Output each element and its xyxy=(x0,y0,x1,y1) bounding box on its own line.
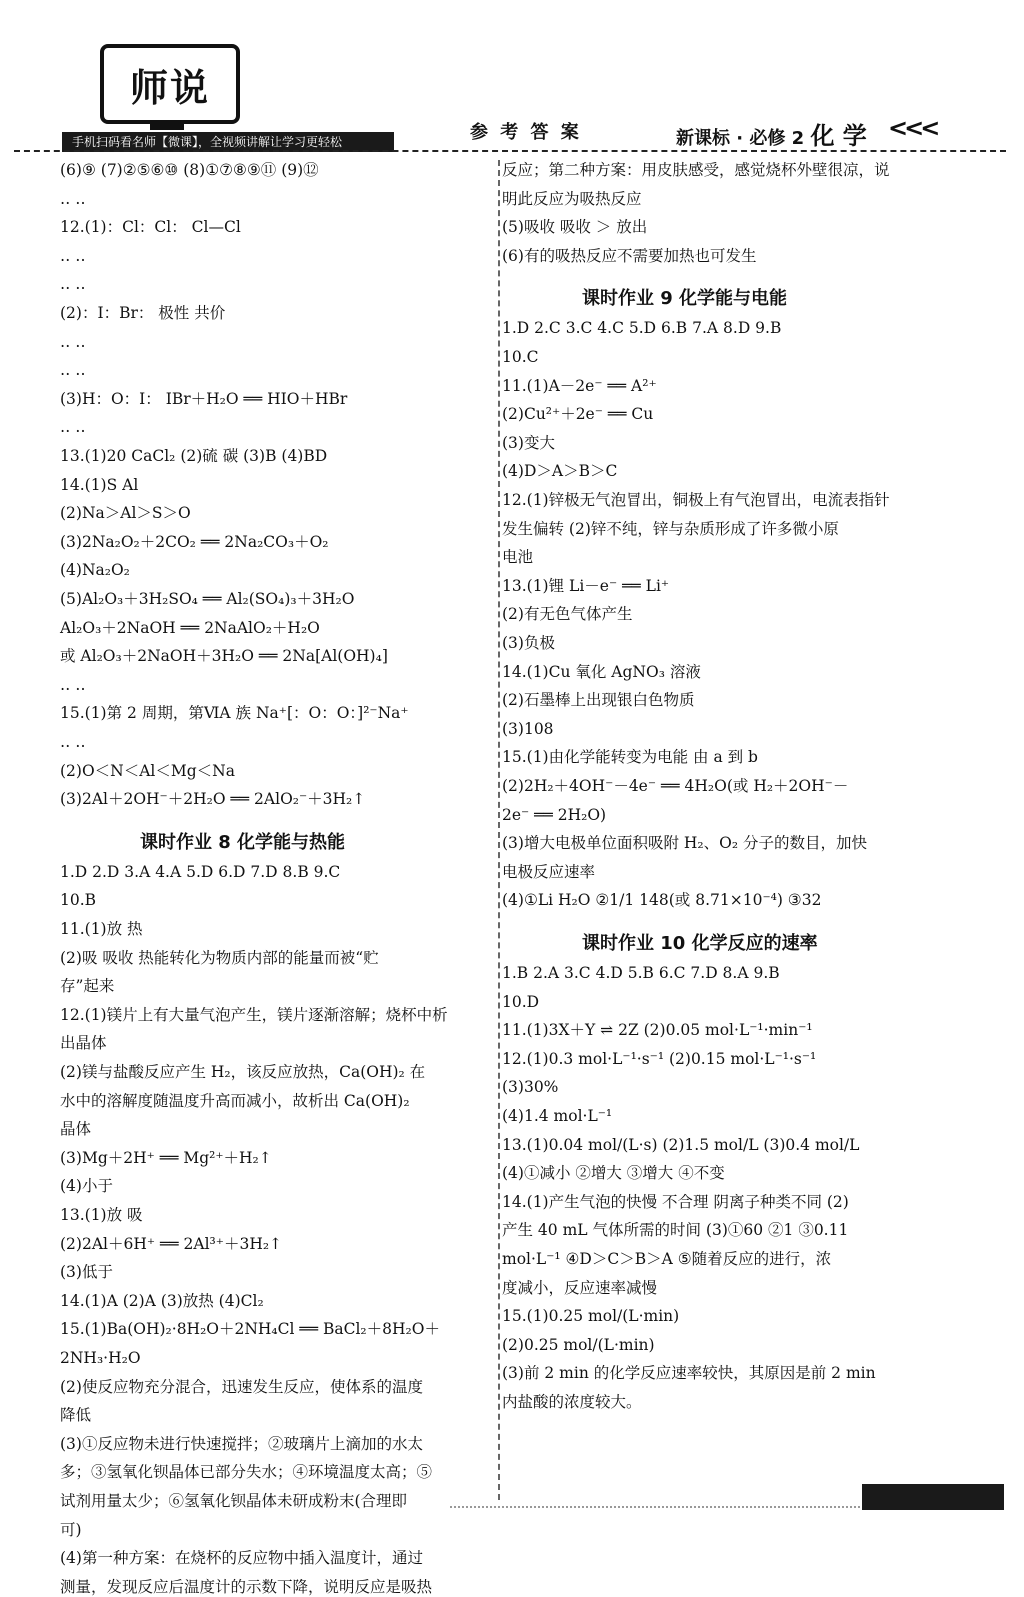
answer-line: (3)30% xyxy=(502,1078,559,1097)
answer-line: (3)变大 xyxy=(502,433,555,452)
answer-line: 10.C xyxy=(502,348,539,366)
answer-line: (4)第一种方案：在烧杯的反应物中插入温度计，通过 xyxy=(60,1549,423,1568)
answer-line: 13.(1)0.04 mol/(L·s) (2)1.5 mol/L (3)0.4 mol/L xyxy=(502,1135,860,1154)
answer-line: 产生 40 mL 气体所需的时间 (3)①60 ②1 ③0.11 xyxy=(502,1221,849,1240)
answer-line: (2)2H₂＋4OH⁻－4e⁻ ══ 4H₂O(或 H₂＋2OH⁻－ xyxy=(502,777,849,795)
answer-line: (2)使反应物充分混合，迅速发生反应，使体系的温度 xyxy=(60,1377,423,1396)
answer-line: 存”起来 xyxy=(60,977,115,996)
footer-rule xyxy=(450,1506,860,1508)
answer-line: 15.(1)0.25 mol/(L·min) xyxy=(502,1307,680,1326)
answer-line: 11.(1)3X＋Y ⇌ 2Z (2)0.05 mol·L⁻¹·min⁻¹ xyxy=(502,1021,813,1040)
answer-line: (3)2Al＋2OH⁻＋2H₂O ══ 2AlO₂⁻＋3H₂↑ xyxy=(60,790,366,809)
subject-label: 化 学 xyxy=(810,122,867,150)
logo-stand-icon xyxy=(150,120,184,130)
section-heading: 课时作业 8 化学能与热能 xyxy=(140,831,346,853)
answer-line: 11.(1)A－2e⁻ ══ A²⁺ xyxy=(502,376,657,395)
answer-line: (6)有的吸热反应不需要加热也可发生 xyxy=(502,246,757,265)
answer-line: (2)吸 吸收 热能转化为物质内部的能量而被“贮 xyxy=(60,948,379,967)
answer-line: 内盐酸的浓度较大。 xyxy=(502,1393,642,1411)
answer-line: 2NH₃·H₂O xyxy=(60,1349,141,1367)
answer-line: (3)增大电极单位面积吸附 H₂、O₂ 分子的数目，加快 xyxy=(502,834,867,853)
answer-line: 1.D 2.D 3.A 4.A 5.D 6.D 7.D 8.B 9.C xyxy=(60,862,341,881)
answer-line: 14.(1)S Al xyxy=(60,475,139,494)
answer-line: 反应；第二种方案：用皮肤感受，感觉烧杯外壁很凉，说 xyxy=(502,161,890,179)
answer-line: 多；③氢氧化钡晶体已部分失水；④环境温度太高；⑤ xyxy=(60,1463,433,1482)
answer-line: (3)H：O：I： IBr＋H₂O ══ HIO＋HBr xyxy=(60,389,348,408)
answer-line: 1.D 2.C 3.C 4.C 5.D 6.B 7.A 8.D 9.B xyxy=(502,319,782,338)
answer-line: (2)2Al＋6H⁺ ══ 2Al³⁺＋3H₂↑ xyxy=(60,1234,283,1253)
answer-line: (5)吸收 吸收 ＞ 放出 xyxy=(502,218,648,237)
answer-line: (2)0.25 mol/(L·min) xyxy=(502,1335,655,1354)
answer-line: (3)低于 xyxy=(60,1263,113,1282)
answer-line: ‥ ‥ xyxy=(60,332,86,351)
answer-line: (4)小于 xyxy=(60,1177,113,1196)
answer-line: (2)O＜N＜Al＜Mg＜Na xyxy=(60,761,235,780)
answer-line: (6)⑨ (7)②⑤⑥⑩ (8)①⑦⑧⑨⑪ (9)⑫ xyxy=(60,161,319,179)
answer-line: 13.(1)放 吸 xyxy=(60,1206,143,1224)
answer-line: 明此反应为吸热反应 xyxy=(502,189,642,208)
answer-line: (3)前 2 min 的化学反应速率较快，其原因是前 2 min xyxy=(502,1364,876,1383)
answer-line: (4)1.4 mol·L⁻¹ xyxy=(502,1107,613,1125)
answer-line: 晶体 xyxy=(60,1120,92,1139)
logo xyxy=(100,44,240,124)
logo-text: 师说 xyxy=(129,64,210,110)
answer-line: 11.(1)放 热 xyxy=(60,920,143,938)
answer-line: (3)Mg＋2H⁺ ══ Mg²⁺＋H₂↑ xyxy=(60,1148,272,1167)
answer-line: ‥ ‥ xyxy=(60,275,86,294)
answer-line: (3)①反应物未进行快速搅拌；②玻璃片上滴加的水太 xyxy=(60,1434,423,1453)
answer-line: 降低 xyxy=(60,1406,92,1425)
page-title: 参 考 答 案 xyxy=(470,122,582,143)
answer-line: 1.B 2.A 3.C 4.D 5.B 6.C 7.D 8.A 9.B xyxy=(502,964,780,982)
answer-line: ‥ ‥ xyxy=(60,733,86,751)
answer-line: (2)镁与盐酸反应产生 H₂，该反应放热，Ca(OH)₂ 在 xyxy=(60,1063,426,1081)
answer-line: 度减小，反应速率减慢 xyxy=(502,1278,658,1297)
header-rule xyxy=(14,150,1006,152)
answer-line: 可) xyxy=(60,1520,82,1539)
answer-line: (4)①Li H₂O ②1/1 148(或 8.71×10⁻⁴) ③32 xyxy=(502,891,822,910)
answer-line: 13.(1)20 CaCl₂ (2)硫 碳 (3)B (4)BD xyxy=(60,447,328,465)
answer-line: 试剂用量太少；⑥氢氧化钡晶体未研成粉末(合理即 xyxy=(60,1492,408,1510)
answer-line: 12.(1)锌极无气泡冒出，铜极上有气泡冒出，电流表指针 xyxy=(502,491,890,509)
answer-line: 水中的溶解度随温度升高而减小，故析出 Ca(OH)₂ xyxy=(60,1091,410,1110)
answer-line: (2)：I：Br： 极性 共价 xyxy=(60,304,226,322)
answer-line: 12.(1)0.3 mol·L⁻¹·s⁻¹ (2)0.15 mol·L⁻¹·s⁻¹ xyxy=(502,1049,817,1068)
answer-line: (4)D＞A＞B＞C xyxy=(502,462,618,481)
answer-line: 出晶体 xyxy=(60,1034,107,1053)
answer-line: (2)有无色气体产生 xyxy=(502,605,633,624)
answer-line: 12.(1)镁片上有大量气泡产生，镁片逐渐溶解；烧杯中析 xyxy=(60,1005,448,1024)
answer-line: 14.(1)Cu 氧化 AgNO₃ 溶液 xyxy=(502,662,701,681)
answer-line: (3)108 xyxy=(502,719,554,738)
answer-line: (2)Na＞Al＞S＞O xyxy=(60,504,191,523)
answer-line: Al₂O₃＋2NaOH ══ 2NaAlO₂＋H₂O xyxy=(60,618,320,637)
answer-line: 10.B xyxy=(60,891,97,910)
answer-line: ‥ ‥ xyxy=(60,361,86,380)
answer-line: 2e⁻ ══ 2H₂O) xyxy=(502,805,607,824)
answer-line: 15.(1)Ba(OH)₂·8H₂O＋2NH₄Cl ══ BaCl₂＋8H₂O＋ xyxy=(60,1320,440,1339)
section-heading: 课时作业 10 化学反应的速率 xyxy=(582,933,818,954)
answer-line: mol·L⁻¹ ④D＞C＞B＞A ⑤随着反应的进行，浓 xyxy=(502,1250,832,1268)
edition-text: 新课标 · 必修 2 xyxy=(676,128,811,149)
answer-line: ‥ ‥ xyxy=(60,418,86,437)
answer-line: 13.(1)锂 Li－e⁻ ══ Li⁺ xyxy=(502,576,670,595)
answer-line: 10.D xyxy=(502,992,540,1011)
answer-line: 12.(1)：Cl：Cl： Cl—Cl xyxy=(60,218,241,237)
answer-line: 15.(1)由化学能转变为电能 由 a 到 b xyxy=(502,748,758,767)
answer-line: (2)石墨棒上出现银白色物质 xyxy=(502,691,695,710)
answer-line: 发生偏转 (2)锌不纯，锌与杂质形成了许多微小原 xyxy=(502,519,839,538)
answer-line: (4)Na₂O₂ xyxy=(60,561,130,580)
answer-line: 测量，发现反应后温度计的示数下降，说明反应是吸热 xyxy=(60,1577,433,1596)
answer-line: 或 Al₂O₃＋2NaOH＋3H₂O ══ 2Na[Al(OH)₄] xyxy=(60,647,388,666)
answer-line: 15.(1)第 2 周期，第ⅥA 族 Na⁺[：O：O：]²⁻Na⁺ xyxy=(60,704,409,723)
answer-line: 14.(1)A (2)A (3)放热 (4)Cl₂ xyxy=(60,1291,264,1310)
answer-line: (5)Al₂O₃＋3H₂SO₄ ══ Al₂(SO₄)₃＋3H₂O xyxy=(60,590,355,608)
answer-line: (3)负极 xyxy=(502,634,555,652)
answer-line: 电极反应速率 xyxy=(502,862,596,881)
page-number-bar xyxy=(862,1484,1004,1510)
qr-banner: 手机扫码看名师【微课】，全视频讲解让学习更轻松 xyxy=(62,132,394,152)
answer-line: (2)Cu²⁺＋2e⁻ ══ Cu xyxy=(502,405,654,424)
answer-line: (4)①减小 ②增大 ③增大 ④不变 xyxy=(502,1164,725,1183)
answer-line: ‥ ‥ xyxy=(60,189,86,208)
answer-line: (3)2Na₂O₂＋2CO₂ ══ 2Na₂CO₃＋O₂ xyxy=(60,532,329,551)
answer-line: ‥ ‥ xyxy=(60,675,86,694)
edition-label xyxy=(676,116,867,151)
chevrons-icon: <<< xyxy=(888,114,937,142)
answer-line: 电池 xyxy=(502,548,534,567)
section-heading: 课时作业 9 化学能与电能 xyxy=(582,288,788,310)
column-divider xyxy=(498,160,500,1500)
answer-line: 14.(1)产生气泡的快慢 不合理 阴离子种类不同 (2) xyxy=(502,1192,849,1211)
answer-line: ‥ ‥ xyxy=(60,246,86,265)
